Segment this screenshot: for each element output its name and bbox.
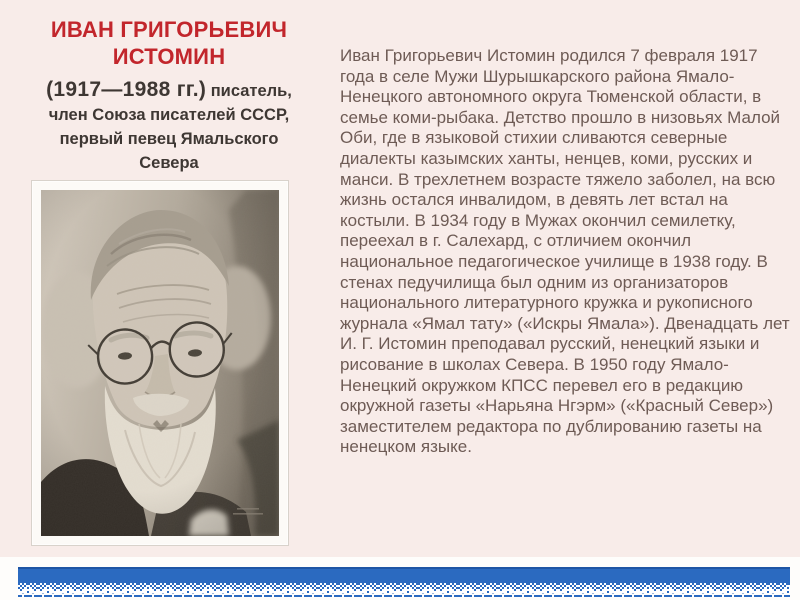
portrait-illustration xyxy=(41,190,279,536)
portrait-photo-frame xyxy=(31,180,289,546)
subtitle-line-3: первый певец Ямальского xyxy=(59,130,279,148)
title-line-1: ИВАН ГРИГОРЬЕВИЧ xyxy=(50,17,288,42)
biography-text: Иван Григорьевич Истомин родился 7 февраля 1917 года в селе Мужи Шурышкарского района Ямало-Ненецкого автономного округа Тюменской области, в семье коми-рыбака. Детство прошло в низовьях Малой Оби, где в языковой стихии сливаются северные диалекты казымских ханты, ненцев, коми, русских и манси. В трехлетнем возрасте тяжело заболел, на всю жизнь остался инвалидом, в девять лет встал на костыли. В 1934 году в Мужах окончил семилетку, переехал в г. Салехард, с отличием окончил национальное педагогическое училище в 1938 году. В стенах педучилища был одним из организаторов национального литературного кружка и рукописного журнала «Ямал тату» («Искры Ямала»). Двенадцать лет И. Г. Истомин преподавал русский, ненецкий языки и рисование в школах Севера. В 1950 году Ямало-Ненецкий окружком КПСС перевел его в редакцию окружной газеты «Нарьяна Нгэрм» («Красный Север») заместителем редактора по дублированию газеты на ненецком языке. xyxy=(340,46,790,457)
subtitle-line-2: член Союза писателей СССР, xyxy=(48,106,290,124)
ornament-band xyxy=(18,567,790,597)
role-label: писатель, xyxy=(210,82,292,100)
left-panel xyxy=(16,16,322,175)
subtitle xyxy=(16,78,322,175)
title-line-2: ИСТОМИН xyxy=(112,44,226,69)
page-title xyxy=(16,16,322,70)
portrait-photo xyxy=(41,190,279,536)
nenets-pattern-icon xyxy=(18,567,790,597)
subtitle-line-4: Севера xyxy=(139,154,199,172)
life-years: (1917—1988 гг.) xyxy=(46,78,207,101)
subtitle-line-1 xyxy=(16,78,322,103)
